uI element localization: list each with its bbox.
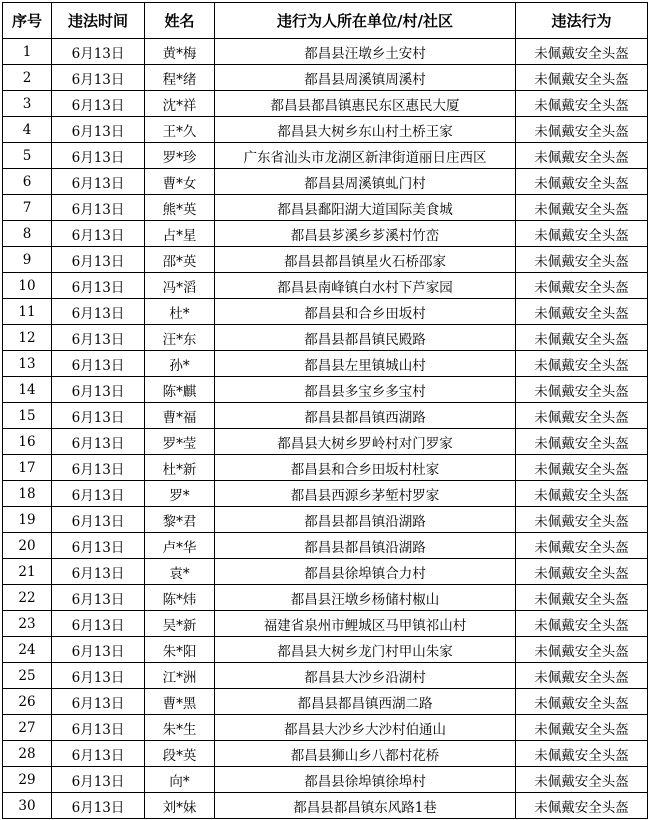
violation-cell: 未佩戴安全头盔 — [516, 663, 648, 689]
serial-cell: 24 — [3, 637, 52, 663]
table-row — [3, 611, 648, 637]
name-cell: 罗* — [145, 481, 215, 507]
violation-cell: 未佩戴安全头盔 — [516, 247, 648, 273]
table-row — [3, 65, 648, 91]
address-cell: 都昌县都昌镇东风路1巷 — [215, 793, 516, 819]
address-cell: 都昌县大树乡东山村土桥王家 — [215, 117, 516, 143]
violation-time-cell: 6月13日 — [52, 299, 145, 325]
name-cell: 袁* — [145, 559, 215, 585]
violation-time-cell: 6月13日 — [52, 767, 145, 793]
table-row — [3, 221, 648, 247]
violation-cell: 未佩戴安全头盔 — [516, 169, 648, 195]
violation-time-cell: 6月13日 — [52, 403, 145, 429]
violation-time-cell: 6月13日 — [52, 637, 145, 663]
violation-time-cell: 6月13日 — [52, 117, 145, 143]
address-cell: 都昌县左里镇城山村 — [215, 351, 516, 377]
table-row — [3, 637, 648, 663]
violation-time-cell: 6月13日 — [52, 741, 145, 767]
violation-time-cell: 6月13日 — [52, 143, 145, 169]
serial-cell: 10 — [3, 273, 52, 299]
address-cell: 都昌县狮山乡八都村花桥 — [215, 741, 516, 767]
serial-cell: 20 — [3, 533, 52, 559]
address-cell: 都昌县都昌镇沿湖路 — [215, 533, 516, 559]
address-cell: 都昌县大树乡龙门村甲山朱家 — [215, 637, 516, 663]
serial-cell: 14 — [3, 377, 52, 403]
name-cell: 黄*梅 — [145, 39, 215, 65]
violation-cell: 未佩戴安全头盔 — [516, 195, 648, 221]
violation-cell: 未佩戴安全头盔 — [516, 351, 648, 377]
name-cell: 孙* — [145, 351, 215, 377]
violation-cell: 未佩戴安全头盔 — [516, 611, 648, 637]
violation-time-cell: 6月13日 — [52, 65, 145, 91]
address-cell: 都昌县都昌镇民殿路 — [215, 325, 516, 351]
name-cell: 黎*君 — [145, 507, 215, 533]
violation-time-cell: 6月13日 — [52, 247, 145, 273]
name-cell: 杜* — [145, 299, 215, 325]
violation-cell: 未佩戴安全头盔 — [516, 741, 648, 767]
table-row — [3, 481, 648, 507]
serial-cell: 19 — [3, 507, 52, 533]
name-cell: 朱*生 — [145, 715, 215, 741]
violation-cell: 未佩戴安全头盔 — [516, 767, 648, 793]
violation-cell: 未佩戴安全头盔 — [516, 143, 648, 169]
violation-cell: 未佩戴安全头盔 — [516, 299, 648, 325]
violation-cell: 未佩戴安全头盔 — [516, 325, 648, 351]
serial-cell: 26 — [3, 689, 52, 715]
name-cell: 吴*新 — [145, 611, 215, 637]
violation-cell: 未佩戴安全头盔 — [516, 455, 648, 481]
address-cell: 都昌县多宝乡多宝村 — [215, 377, 516, 403]
serial-cell: 1 — [3, 39, 52, 65]
address-cell: 都昌县芗溪乡芗溪村竹峦 — [215, 221, 516, 247]
violation-time-cell: 6月13日 — [52, 611, 145, 637]
table-row — [3, 377, 648, 403]
serial-cell: 4 — [3, 117, 52, 143]
table-row — [3, 247, 648, 273]
serial-cell: 18 — [3, 481, 52, 507]
address-cell: 都昌县南峰镇白水村下芦家园 — [215, 273, 516, 299]
violation-cell: 未佩戴安全头盔 — [516, 117, 648, 143]
name-cell: 汪*东 — [145, 325, 215, 351]
violation-time-cell: 6月13日 — [52, 559, 145, 585]
name-cell: 曹*黑 — [145, 689, 215, 715]
name-cell: 冯*滔 — [145, 273, 215, 299]
serial-cell: 22 — [3, 585, 52, 611]
address-cell: 都昌县都昌镇西湖路 — [215, 403, 516, 429]
name-cell: 向* — [145, 767, 215, 793]
violation-cell: 未佩戴安全头盔 — [516, 507, 648, 533]
serial-cell: 7 — [3, 195, 52, 221]
address-cell: 广东省汕头市龙湖区新津街道丽日庄西区 — [215, 143, 516, 169]
name-cell: 程*绪 — [145, 65, 215, 91]
violation-cell: 未佩戴安全头盔 — [516, 715, 648, 741]
address-cell: 都昌县大沙乡大沙村伯通山 — [215, 715, 516, 741]
violation-time-cell: 6月13日 — [52, 507, 145, 533]
name-cell: 江*洲 — [145, 663, 215, 689]
violation-time-cell: 6月13日 — [52, 663, 145, 689]
name-cell: 陈*麒 — [145, 377, 215, 403]
table-row — [3, 767, 648, 793]
name-cell: 邵*英 — [145, 247, 215, 273]
address-cell: 都昌县大沙乡沿湖村 — [215, 663, 516, 689]
violation-cell: 未佩戴安全头盔 — [516, 273, 648, 299]
serial-cell: 15 — [3, 403, 52, 429]
table-row — [3, 663, 648, 689]
violation-cell: 未佩戴安全头盔 — [516, 793, 648, 819]
table-body — [3, 39, 648, 819]
name-cell: 王*久 — [145, 117, 215, 143]
violation-time-cell: 6月13日 — [52, 429, 145, 455]
table-row — [3, 195, 648, 221]
name-cell: 陈*炜 — [145, 585, 215, 611]
serial-cell: 11 — [3, 299, 52, 325]
serial-cell: 2 — [3, 65, 52, 91]
address-cell: 都昌县西源乡茅堑村罗家 — [215, 481, 516, 507]
violation-cell: 未佩戴安全头盔 — [516, 559, 648, 585]
address-cell: 都昌县都昌镇惠民东区惠民大厦 — [215, 91, 516, 117]
violation-cell: 未佩戴安全头盔 — [516, 39, 648, 65]
serial-cell: 17 — [3, 455, 52, 481]
violation-cell: 未佩戴安全头盔 — [516, 91, 648, 117]
table-row — [3, 91, 648, 117]
violation-cell: 未佩戴安全头盔 — [516, 429, 648, 455]
table-row — [3, 715, 648, 741]
violation-cell: 未佩戴安全头盔 — [516, 403, 648, 429]
name-cell: 罗*珍 — [145, 143, 215, 169]
name-cell: 罗*莹 — [145, 429, 215, 455]
serial-cell: 25 — [3, 663, 52, 689]
address-cell: 都昌县徐埠镇合力村 — [215, 559, 516, 585]
serial-cell: 28 — [3, 741, 52, 767]
address-cell: 都昌县周溪镇虬门村 — [215, 169, 516, 195]
violation-time-cell: 6月13日 — [52, 481, 145, 507]
address-cell: 都昌县周溪镇周溪村 — [215, 65, 516, 91]
address-cell: 都昌县汪墩乡土安村 — [215, 39, 516, 65]
violation-time-cell: 6月13日 — [52, 585, 145, 611]
serial-cell: 21 — [3, 559, 52, 585]
table-row — [3, 429, 648, 455]
table-row — [3, 39, 648, 65]
header-violation-time: 违法时间 — [52, 3, 145, 39]
header-violation: 违法行为 — [516, 3, 648, 39]
address-cell: 都昌县都昌镇西湖二路 — [215, 689, 516, 715]
table-row — [3, 559, 648, 585]
serial-cell: 3 — [3, 91, 52, 117]
table-row — [3, 117, 648, 143]
address-cell: 都昌县都昌镇沿湖路 — [215, 507, 516, 533]
violation-cell: 未佩戴安全头盔 — [516, 533, 648, 559]
serial-cell: 27 — [3, 715, 52, 741]
violation-cell: 未佩戴安全头盔 — [516, 377, 648, 403]
serial-cell: 8 — [3, 221, 52, 247]
violation-time-cell: 6月13日 — [52, 455, 145, 481]
name-cell: 卢*华 — [145, 533, 215, 559]
address-cell: 都昌县汪墩乡杨储村椒山 — [215, 585, 516, 611]
serial-cell: 13 — [3, 351, 52, 377]
violation-time-cell: 6月13日 — [52, 195, 145, 221]
table-row — [3, 169, 648, 195]
table-row — [3, 325, 648, 351]
name-cell: 朱*阳 — [145, 637, 215, 663]
table-row — [3, 273, 648, 299]
header-unit-village-community: 违行为人所在单位/村/社区 — [215, 3, 516, 39]
serial-cell: 5 — [3, 143, 52, 169]
serial-cell: 23 — [3, 611, 52, 637]
violation-time-cell: 6月13日 — [52, 273, 145, 299]
violations-table — [2, 2, 648, 819]
violation-cell: 未佩戴安全头盔 — [516, 637, 648, 663]
table-row — [3, 507, 648, 533]
violation-time-cell: 6月13日 — [52, 325, 145, 351]
serial-cell: 29 — [3, 767, 52, 793]
address-cell: 都昌县和合乡田坂村 — [215, 299, 516, 325]
violation-cell: 未佩戴安全头盔 — [516, 585, 648, 611]
table-row — [3, 793, 648, 819]
violation-cell: 未佩戴安全头盔 — [516, 689, 648, 715]
table-row — [3, 351, 648, 377]
violation-cell: 未佩戴安全头盔 — [516, 221, 648, 247]
violation-time-cell: 6月13日 — [52, 351, 145, 377]
violation-cell: 未佩戴安全头盔 — [516, 481, 648, 507]
table-row — [3, 585, 648, 611]
violation-cell: 未佩戴安全头盔 — [516, 65, 648, 91]
name-cell: 段*英 — [145, 741, 215, 767]
serial-cell: 16 — [3, 429, 52, 455]
address-cell: 都昌县大树乡罗岭村对门罗家 — [215, 429, 516, 455]
name-cell: 曹*福 — [145, 403, 215, 429]
name-cell: 刘*妹 — [145, 793, 215, 819]
serial-cell: 30 — [3, 793, 52, 819]
serial-cell: 12 — [3, 325, 52, 351]
table-row — [3, 143, 648, 169]
serial-cell: 9 — [3, 247, 52, 273]
name-cell: 曹*女 — [145, 169, 215, 195]
violation-time-cell: 6月13日 — [52, 377, 145, 403]
violation-time-cell: 6月13日 — [52, 169, 145, 195]
violation-time-cell: 6月13日 — [52, 715, 145, 741]
address-cell: 都昌县徐埠镇徐埠村 — [215, 767, 516, 793]
name-cell: 熊*英 — [145, 195, 215, 221]
violation-time-cell: 6月13日 — [52, 39, 145, 65]
table-row — [3, 741, 648, 767]
name-cell: 杜*新 — [145, 455, 215, 481]
address-cell: 都昌县都昌镇星火石桥邵家 — [215, 247, 516, 273]
serial-cell: 6 — [3, 169, 52, 195]
violation-time-cell: 6月13日 — [52, 91, 145, 117]
header-serial: 序号 — [3, 3, 52, 39]
table-row — [3, 403, 648, 429]
address-cell: 福建省泉州市鲤城区马甲镇祁山村 — [215, 611, 516, 637]
header-row — [3, 3, 648, 39]
address-cell: 都昌县和合乡田坂村杜家 — [215, 455, 516, 481]
header-name: 姓名 — [145, 3, 215, 39]
violation-time-cell: 6月13日 — [52, 689, 145, 715]
address-cell: 都昌县鄱阳湖大道国际美食城 — [215, 195, 516, 221]
violation-time-cell: 6月13日 — [52, 533, 145, 559]
name-cell: 沈*祥 — [145, 91, 215, 117]
violation-time-cell: 6月13日 — [52, 221, 145, 247]
table-row — [3, 299, 648, 325]
table-row — [3, 689, 648, 715]
table-row — [3, 533, 648, 559]
name-cell: 占*星 — [145, 221, 215, 247]
violation-time-cell: 6月13日 — [52, 793, 145, 819]
table-header — [3, 3, 648, 39]
table-row — [3, 455, 648, 481]
